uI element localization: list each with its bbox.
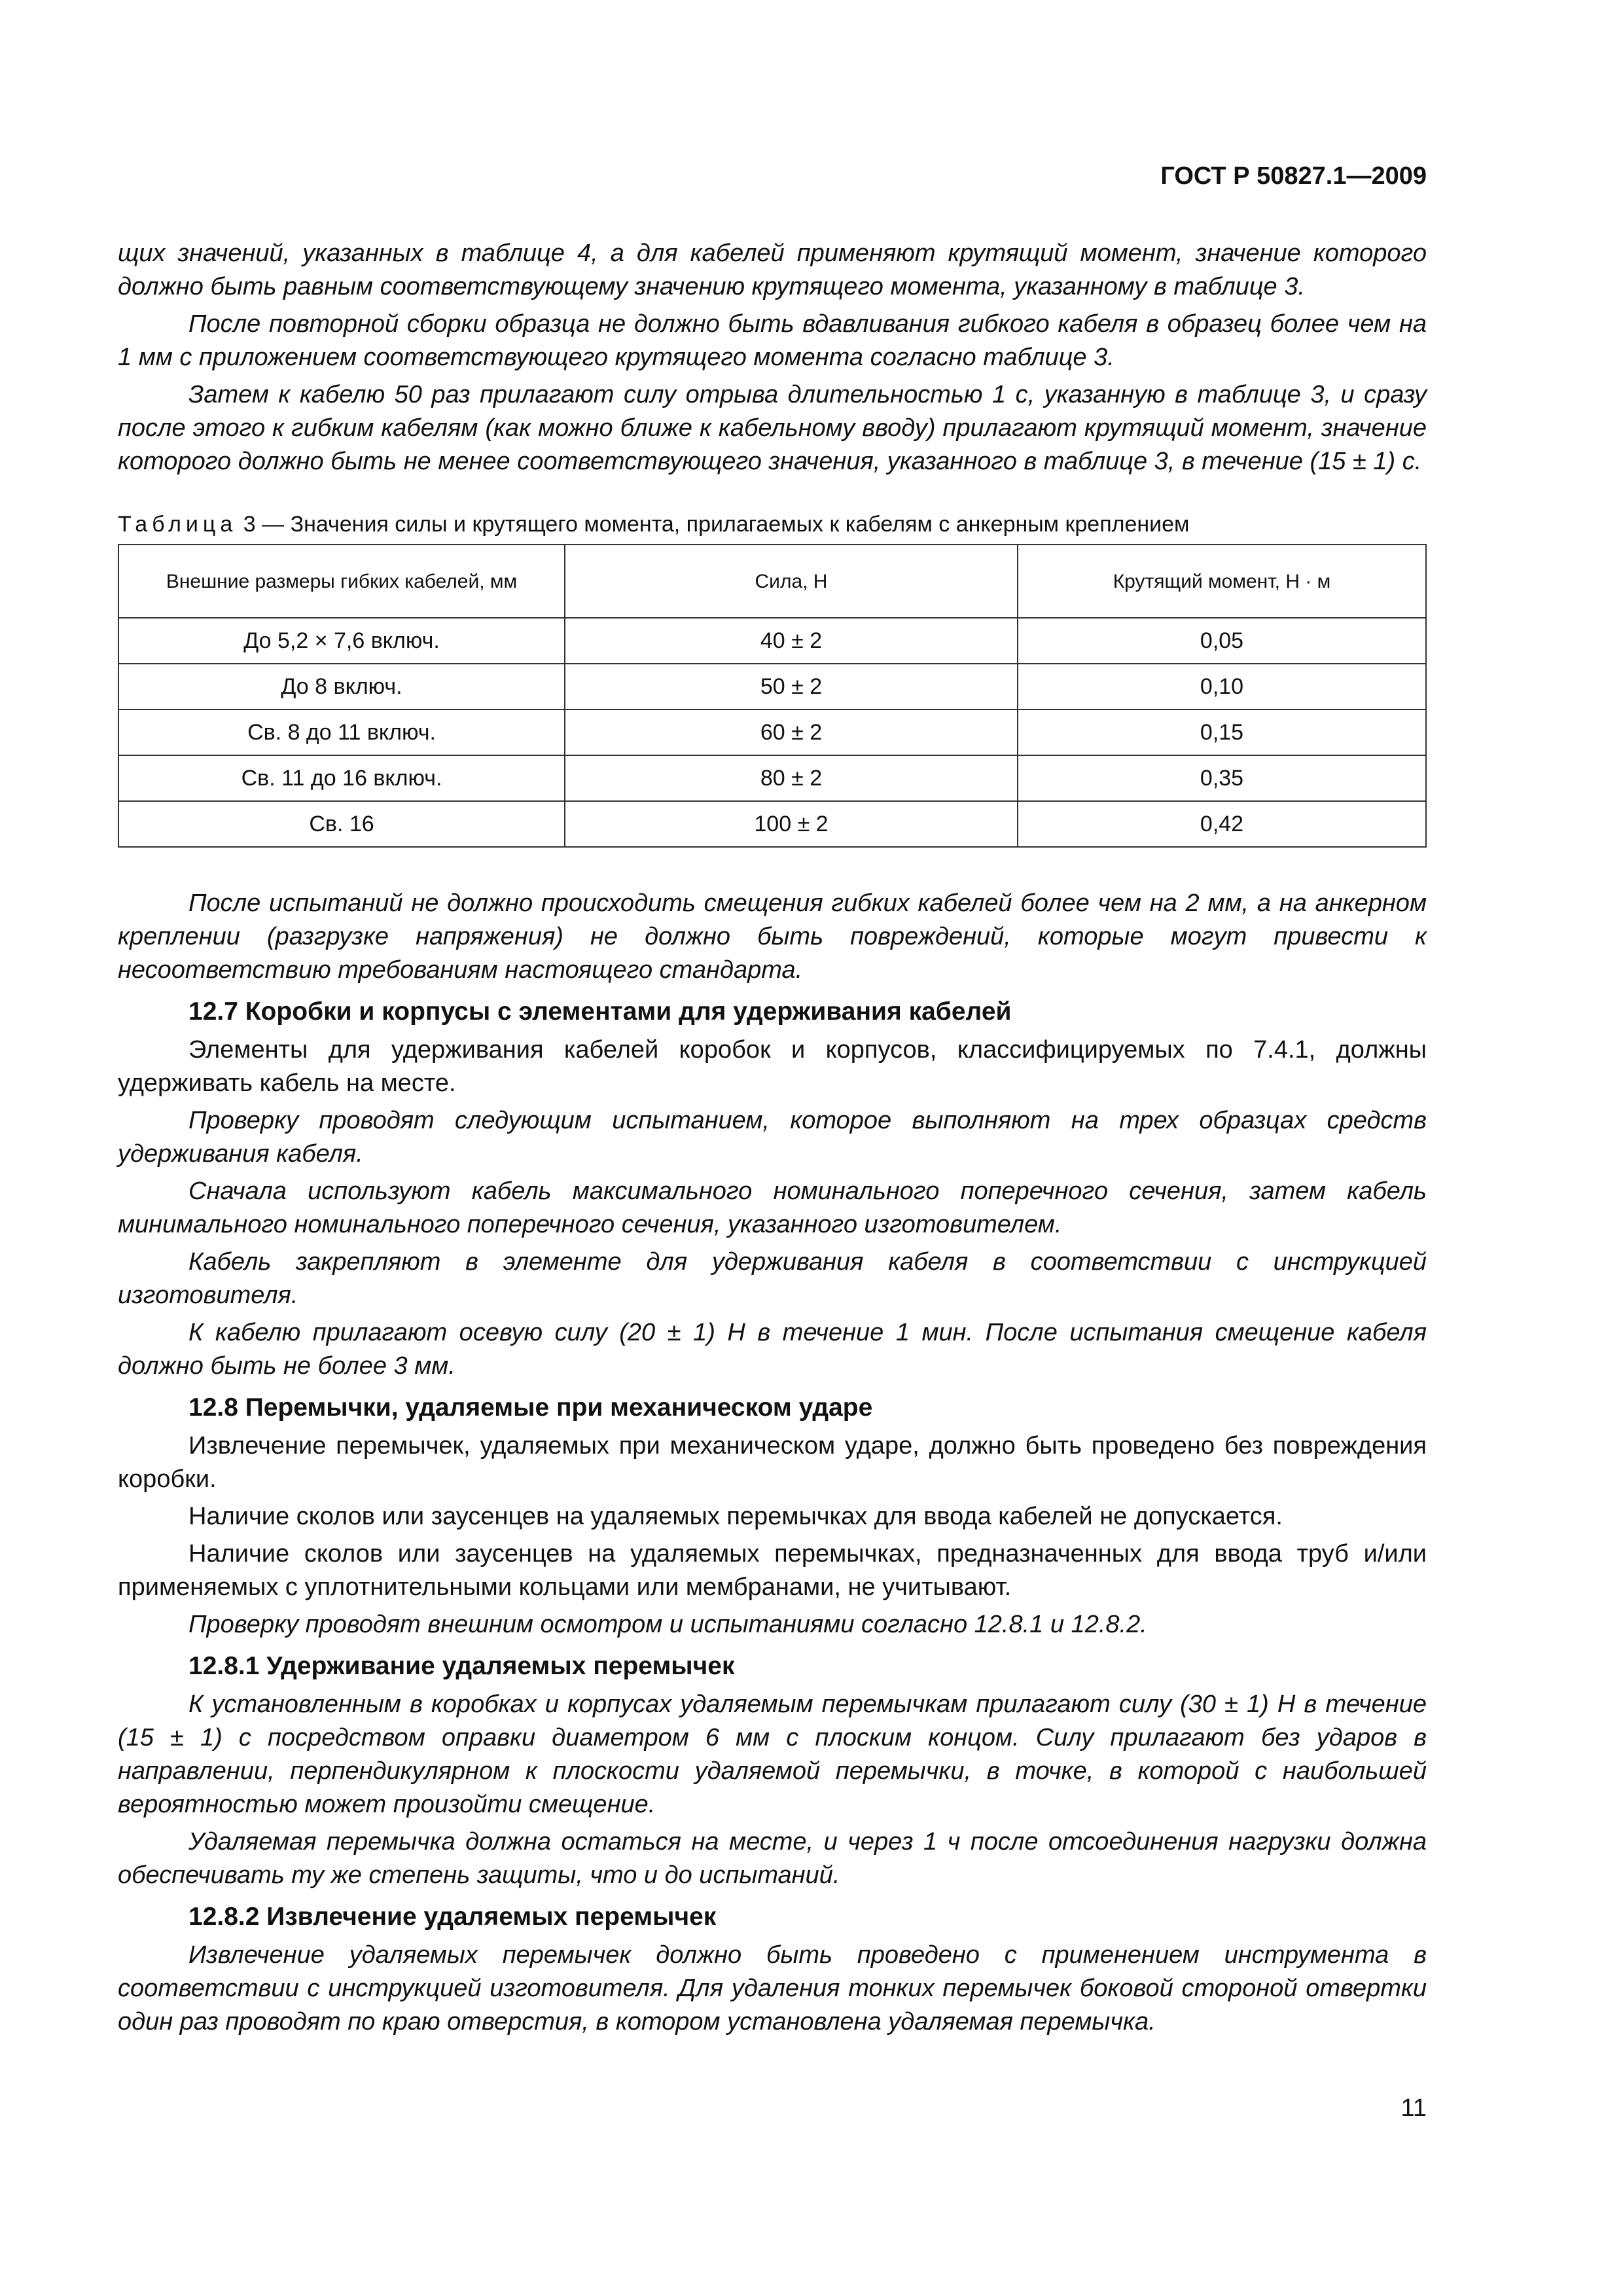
table-caption-text: 3 — Значения силы и крутящего момента, прилагаемых к кабелям с анкерным креплением xyxy=(243,512,1190,537)
paragraph: Наличие сколов или заусенцев на удаляемых перемычках, предназначенных для ввода труб и/или применяемых с уплотнительными кольцами или мембранами, не учитывают. xyxy=(118,1540,1427,1601)
section-heading: 12.8.1 Удерживание удаляемых перемычек xyxy=(188,1652,735,1680)
table-cell: 0,42 xyxy=(1018,801,1426,847)
table-cell: 0,10 xyxy=(1018,664,1426,709)
table-cell: До 8 включ. xyxy=(118,664,565,709)
page-content xyxy=(118,237,1427,2039)
table-row xyxy=(118,618,1426,664)
paragraph: Затем к кабелю 50 раз прилагают силу отрыва длительностью 1 с, указанную в таблице 3, и сразу после этого к гибким кабелям (как можно ближе к кабельному вводу) прилагают крутящий момент, значение которого должно быть не менее соответствующего значения, указанного в таблице 3, в течение (15 ± 1) с. xyxy=(118,381,1427,475)
table-caption xyxy=(118,510,1427,539)
section-heading: 12.8 Перемычки, удаляемые при механическом ударе xyxy=(188,1393,873,1422)
page-number: 11 xyxy=(1400,2094,1427,2122)
paragraph: Сначала используют кабель максимального номинального поперечного сечения, затем кабель минимального номинального поперечного сечения, указанного изготовителем. xyxy=(118,1177,1427,1238)
table-row xyxy=(118,801,1426,847)
paragraph: Проверку проводят следующим испытанием, которое выполняют на трех образцах средств удерживания кабеля. xyxy=(118,1107,1427,1168)
paragraph: После испытаний не должно происходить смещения гибких кабелей более чем на 2 мм, а на анкерном креплении (разгрузке напряжения) не должно быть повреждений, которые могут привести к несоответствию требованиям настоящего стандарта. xyxy=(118,889,1427,984)
table-cell: 0,15 xyxy=(1018,709,1426,755)
document-header: ГОСТ Р 50827.1—2009 xyxy=(1160,162,1427,190)
paragraph: К кабелю прилагают осевую силу (20 ± 1) Н в течение 1 мин. После испытания смещение кабеля должно быть не более 3 мм. xyxy=(118,1319,1427,1380)
table-row xyxy=(118,709,1426,755)
column-header: Сила, Н xyxy=(565,545,1018,618)
paragraph: Наличие сколов или заусенцев на удаляемых перемычках для ввода кабелей не допускается. xyxy=(188,1503,1283,1530)
paragraph: Извлечение перемычек, удаляемых при механическом ударе, должно быть проведено без повреждения коробки. xyxy=(118,1432,1427,1493)
paragraph: Кабель закрепляют в элементе для удерживания кабеля в соответствии с инструкцией изготовителя. xyxy=(118,1248,1427,1309)
table-header-row xyxy=(118,545,1426,618)
column-header: Крутящий момент, Н · м xyxy=(1018,545,1426,618)
table-cell: Св. 11 до 16 включ. xyxy=(118,755,565,801)
table-cell: Св. 8 до 11 включ. xyxy=(118,709,565,755)
paragraph: К установленным в коробках и корпусах удаляемым перемычкам прилагают силу (30 ± 1) Н в течение (15 ± 1) с посредством оправки диаметром 6 мм с плоским концом. Силу прилагают без ударов в направлении, перпендикулярном к плоскости удаляемой перемычки, в точке, в которой с наибольшей вероятностью может произойти смещение. xyxy=(118,1691,1427,1818)
table-cell: 60 ± 2 xyxy=(565,709,1018,755)
paragraph: После повторной сборки образца не должно быть вдавливания гибкого кабеля в образец более чем на 1 мм с приложением соответствующего крутящего момента согласно таблице 3. xyxy=(118,310,1427,371)
table-cell: 0,05 xyxy=(1018,618,1426,664)
section-heading: 12.7 Коробки и корпусы с элементами для удерживания кабелей xyxy=(188,997,1012,1026)
paragraph: Удаляемая перемычка должна остаться на месте, и через 1 ч после отсоединения нагрузки должна обеспечивать ту же степень защиты, что и до испытаний. xyxy=(118,1828,1427,1889)
forces-table xyxy=(118,544,1427,848)
paragraph: Проверку проводят внешним осмотром и испытаниями согласно 12.8.1 и 12.8.2. xyxy=(188,1611,1147,1638)
table-row xyxy=(118,664,1426,709)
column-header: Внешние размеры гибких кабелей, мм xyxy=(118,545,565,618)
table-cell: 80 ± 2 xyxy=(565,755,1018,801)
table-cell: Св. 16 xyxy=(118,801,565,847)
table-cell: 0,35 xyxy=(1018,755,1426,801)
section-heading: 12.8.2 Извлечение удаляемых перемычек xyxy=(188,1903,717,1931)
table-cell: До 5,2 × 7,6 включ. xyxy=(118,618,565,664)
table-row xyxy=(118,755,1426,801)
table-cell: 100 ± 2 xyxy=(565,801,1018,847)
paragraph: Элементы для удерживания кабелей коробок и корпусов, классифицируемых по 7.4.1, должны удерживать кабель на месте. xyxy=(118,1036,1427,1097)
table-cell: 40 ± 2 xyxy=(565,618,1018,664)
paragraph: щих значений, указанных в таблице 4, а для кабелей применяют крутящий момент, значение которого должно быть равным соответствующему значению крутящего момента, указанному в таблице 3. xyxy=(118,240,1427,300)
table-caption-prefix: Таблица xyxy=(118,512,238,537)
table-cell: 50 ± 2 xyxy=(565,664,1018,709)
paragraph: Извлечение удаляемых перемычек должно быть проведено с применением инструмента в соответствии с инструкцией изготовителя. Для удаления тонких перемычек боковой стороной отвертки один раз проводят по краю отверстия, в котором установлена удаляемая перемычка. xyxy=(118,1941,1427,2036)
